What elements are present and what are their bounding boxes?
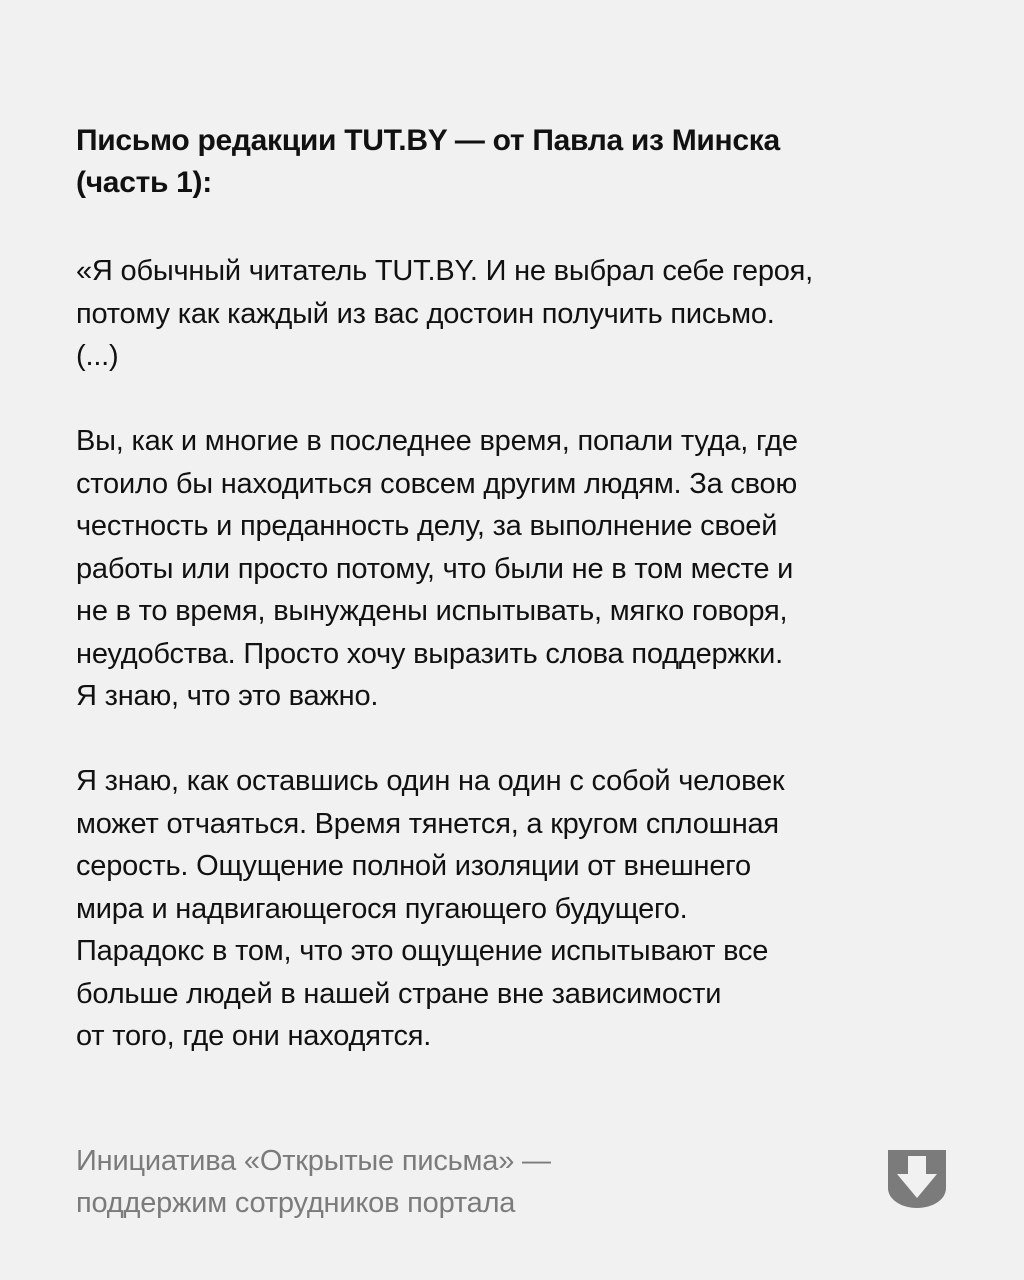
letter-paragraph-3: Я знаю, как оставшись один на один с собой человек может отчаяться. Время тянется, а кругом сплошная серость. Ощущение полной изоляции от внешнего мира и надвигающегося пугающего будущего. Парадокс в том, что это ощущение испытывают все больше людей в нашей стране вне зависимости от того, где они находятся. bbox=[76, 765, 785, 1052]
letter-title: Письмо редакции TUT.BY — от Павла из Минска (часть 1): bbox=[76, 124, 780, 199]
letter-paragraph-1: «Я обычный читатель TUT.BY. И не выбрал себе героя, потому как каждый из вас достоин получить письмо. (...) bbox=[76, 255, 814, 372]
tutby-arrow-logo-icon bbox=[886, 1148, 948, 1210]
initiative-caption: Инициатива «Открытые письма» — поддержим сотрудников портала bbox=[76, 1145, 551, 1219]
letter-paragraph-2: Вы, как и многие в последнее время, попали туда, где стоило бы находиться совсем другим людям. За свою честность и преданность делу, за выполнение своей работы или просто потому, что были не в том месте и не в то время, вынуждены испытывать, мягко говоря, неудобства. Просто хочу выразить слова поддержки. Я знаю, что это важно. bbox=[76, 425, 798, 712]
